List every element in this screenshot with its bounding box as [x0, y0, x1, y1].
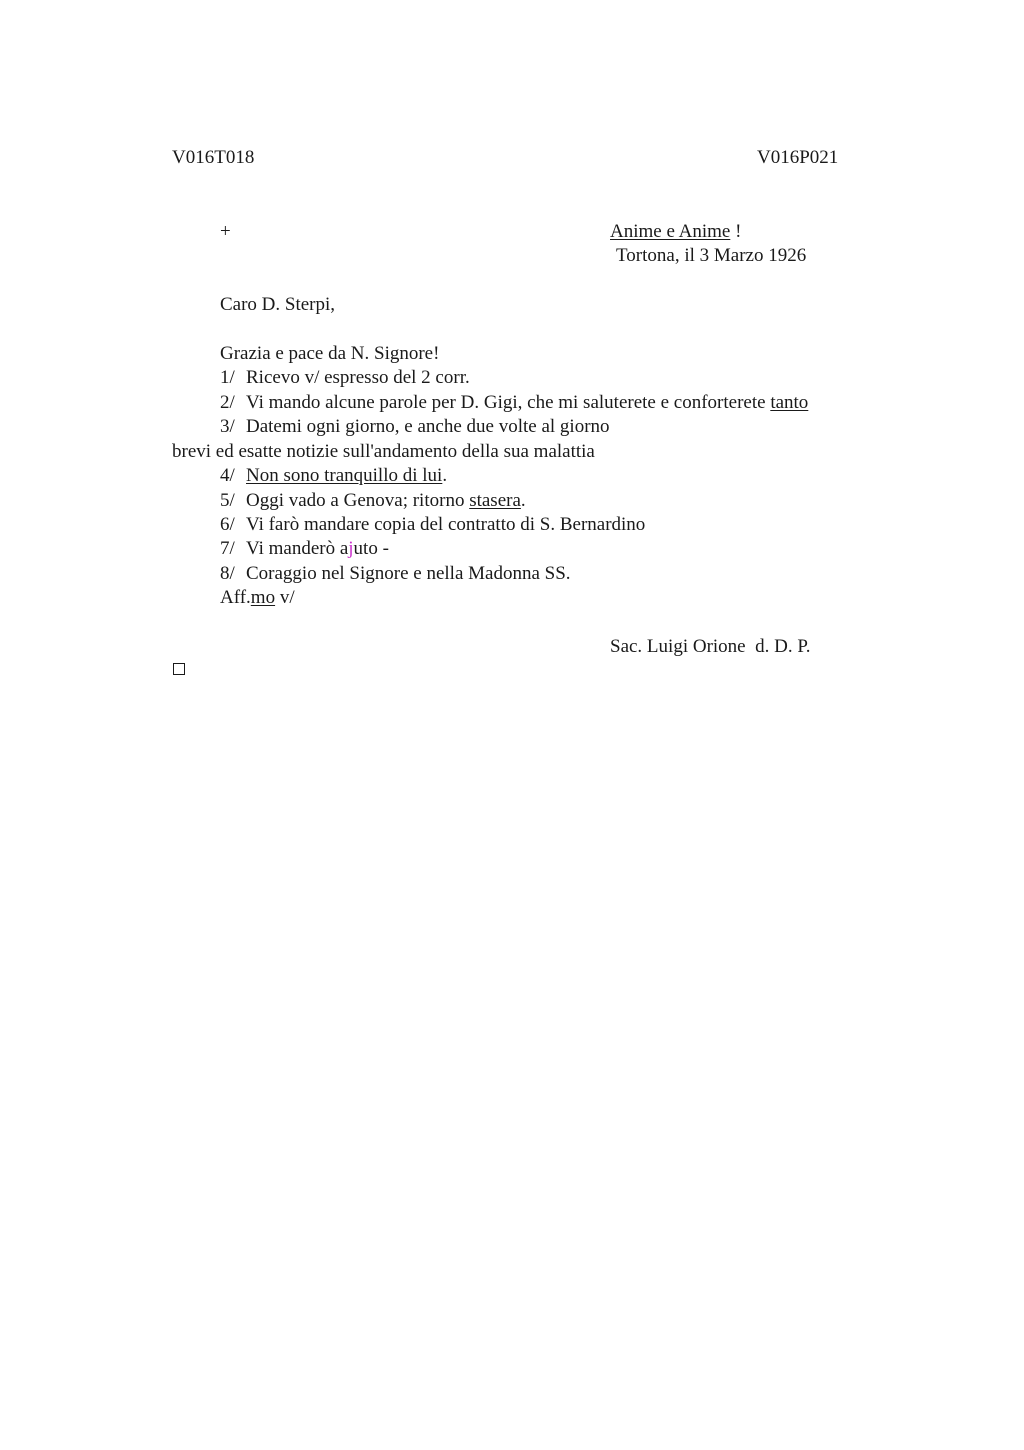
point-number: 4/ — [220, 465, 235, 486]
point-number: 8/ — [220, 563, 235, 584]
motto — [610, 221, 741, 243]
point-2 — [220, 392, 808, 414]
archive-code-left: V016T018 — [172, 147, 255, 168]
point-7 — [220, 538, 389, 560]
point-1 — [220, 367, 470, 389]
salutation: Caro D. Sterpi, — [220, 294, 336, 315]
place-date: Tortona, il 3 Marzo 1926 — [616, 245, 807, 266]
point-4 — [220, 465, 447, 487]
point-number: 3/ — [220, 416, 235, 437]
point-text-end: uto - — [353, 538, 389, 559]
signature: Sac. Luigi Orione d. D. P. — [610, 636, 811, 657]
point-5 — [220, 490, 526, 512]
point-number: 1/ — [220, 367, 235, 388]
point-text: Ricevo v/ espresso del 2 corr. — [246, 367, 470, 388]
closing-prefix: Aff. — [220, 587, 251, 608]
greeting: Grazia e pace da N. Signore! — [220, 343, 440, 364]
closing-suffix: v/ — [275, 587, 295, 608]
point-number: 7/ — [220, 538, 235, 559]
motto-exclamation: ! — [730, 221, 742, 242]
point-text: Vi farò mandare copia del contratto di S. Bernardino — [246, 514, 646, 535]
point-underlined: stasera — [469, 490, 521, 511]
highlighted-letter: j — [348, 538, 354, 559]
point-underlined: tanto — [770, 392, 809, 413]
point-text: Oggi vado a Genova; ritorno — [246, 490, 470, 511]
point-text: Vi mando alcune parole per D. Gigi, che mi saluterete e conforterete — [246, 392, 771, 413]
point-3 — [220, 416, 610, 438]
point-number: 5/ — [220, 490, 235, 511]
end-box-icon — [173, 663, 185, 675]
point-tail: . — [520, 490, 526, 511]
point-tail: . — [442, 465, 448, 486]
motto-text: Anime e Anime — [610, 221, 731, 242]
point-underlined: Non sono tranquillo di lui — [246, 465, 443, 486]
point-8 — [220, 563, 571, 585]
archive-code-right: V016P021 — [757, 147, 839, 168]
point-6 — [220, 514, 645, 536]
point-number: 6/ — [220, 514, 235, 535]
point-number: 2/ — [220, 392, 235, 413]
point-text: Vi manderò a — [246, 538, 349, 559]
cross-mark: + — [220, 221, 231, 242]
point-text: Datemi ogni giorno, e anche due volte al giorno — [246, 416, 610, 437]
closing — [220, 587, 295, 609]
point-text: Coraggio nel Signore e nella Madonna SS. — [246, 563, 571, 584]
point-3-continuation: brevi ed esatte notizie sull'andamento della sua malattia — [172, 441, 595, 462]
closing-underlined: mo — [250, 587, 276, 608]
